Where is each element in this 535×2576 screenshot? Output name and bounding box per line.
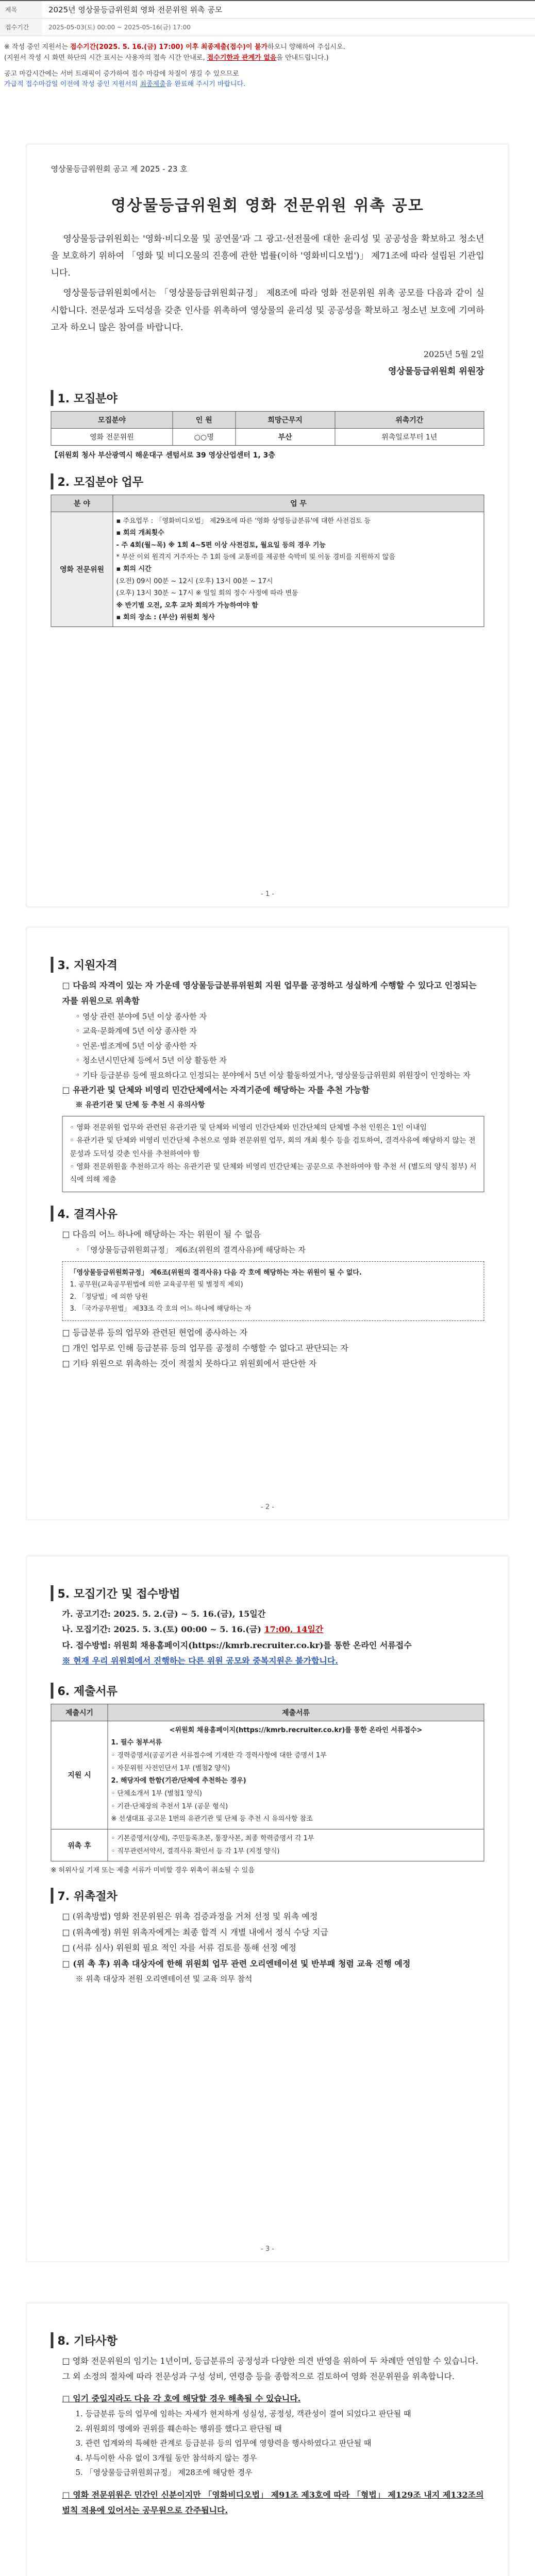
list-item: □ (위 촉 후) 위촉 대상자에 한해 위원회 업무 관련 오리엔테이션 및 반부패 청렴 교육 진행 예정 <box>62 1958 411 1969</box>
list-item: 5. 「영상물등급위원회규정」 제28조에 해당한 경우 <box>75 2468 253 2478</box>
announcement-number: 영상물등급위원회 공고 제 2025 - 23 호 <box>51 164 188 174</box>
duty-table <box>51 495 484 628</box>
list-item: 2. 위원회의 명예와 권위를 훼손하는 행위를 했다고 판단될 때 <box>75 2424 282 2433</box>
list-item: 1. 등급분류 등의 업무에 임하는 자세가 현저하게 성실성, 공정성, 객관성이 결여 되었다고 판단될 때 <box>75 2409 411 2419</box>
notice-line-2: (지원서 작성 시 화면 하단의 시간 표시는 사용자의 접속 시간 안내로, 접수기한과 관계가 없음을 안내드립니다.) <box>4 54 329 62</box>
post-title: 2025년 영상물등급위원회 영화 전문위원 위촉 공모 <box>48 5 223 14</box>
table-row: 영화 전문위원 ○○명 부산 위촉일로부터 1년 <box>51 428 484 445</box>
public-official-note: □ 영화 전문위원은 민간인 신분이지만 「영화비디오법」 제91조 제3호에 따라 「형법」 제129조 내지 제132조의 벌칙 적용에 있어서는 공무원으로 간주됩니다. <box>62 2489 484 2516</box>
table-row: 영화 전문위원 ▪ 주요업무 : 「영화비디오법」 제29조에 따른 '영화 상영등급분류'에 대한 사전검토 등 ▪ 회의 개최횟수 - 주 4회(월~목) ※ 1회 4~5편 이상 사전검토, 월요일 등의 경우 기능 * 부산 이외 원격지 거주자는 주 1회 등에 교통비를 제공한 숙박비 및 이동 경비를 지원하지 않음 ▪ 회의 시간 (오전) 09시 00분 ~ 12시 (오후) 13시 00분 ~ 17시 (오후) 13시 30분 ~ 17시 ※ 일일 회의 정수 사정에 따라 변동 ※ 반기별 오전, 오후 교차 회의가 가능하여야 함 ▪ 회의 장소 : (부산) 위원회 청사 <box>51 512 484 627</box>
documents-table <box>51 1704 484 1862</box>
section-3-title: 3. 지원자격 <box>51 957 484 973</box>
period-key: 접수기간 <box>0 19 42 36</box>
list-item: ◦ 청소년시민단체 등에서 5년 이상 활동한 자 <box>75 1056 227 1065</box>
term-note: □ 영화 전문위원의 임기는 1년이며, 등급분류의 공정성과 다양한 의견 반영을 위하여 두 차례만 연임할 수 있습니다. 그 외 소정의 절차에 따라 전문성과 구성 성비, 연령층 등을 종합적으로 검토하여 영화 전문위원을 위촉합니다. <box>62 2356 478 2382</box>
page-number-2: - 2 - <box>261 1503 274 1511</box>
notice-line-3: 공고 마감시간에는 서버 트래픽이 증가하여 접수 마감에 차질이 생길 수 있으므로 <box>4 70 239 78</box>
list-item: ◦ 기타 등급분류 등에 필요하다고 인정되는 분야에서 5년 이상 활동하였거나, 영상물등급위원회 위원장이 인정하는 자 <box>75 1070 471 1080</box>
section-8-title: 8. 기타사항 <box>51 2332 484 2348</box>
intro-paragraph-1: 영상물등급위원회는 '영화·비디오물 및 공연물'과 그 광고·선전물에 대한 윤리성 및 공공성을 확보하고 청소년을 보호하기 위하여 「영화 및 비디오물의 진흥에 관한 법률(이하 '영화비디오법')」 제71조에 따라 설립된 기관입니다. <box>51 234 484 279</box>
recommendation-caution-title: ※ 유관기관 및 단체 등 추천 시 유의사항 <box>75 1100 205 1109</box>
doc-page-4 <box>27 2303 509 2576</box>
duty-list: ▪ 주요업무 : 「영화비디오법」 제29조에 따른 '영화 상영등급분류'에 대한 사전검토 등 ▪ 회의 개최횟수 - 주 4회(월~목) ※ 1회 4~5편 이상 사전검토, 월요일 등의 경우 기능 * 부산 이외 원격지 거주자는 주 1회 등에 교통비를 제공한 숙박비 및 이동 경비를 지원하지 않음 ▪ 회의 시간 (오전) 09시 00분 ~ 12시 (오후) 13시 00분 ~ 17시 (오후) 13시 30분 ~ 17시 ※ 일일 회의 정수 사정에 따라 변동 ※ 반기별 오전, 오후 교차 회의가 가능하여야 함 ▪ 회의 장소 : (부산) 위원회 청사 <box>113 512 484 627</box>
announcement-period: 가. 공고기간: 2025. 5. 2.(금) ~ 5. 16.(금), 15일간 <box>62 1609 266 1619</box>
title-key: 제목 <box>0 1 42 18</box>
recruitment-period: 나. 모집기간: 2025. 5. 3.(토) 00:00 ~ 5. 16.(금) 17:00, 14일간 <box>62 1624 324 1635</box>
section-6-title: 6. 제출서류 <box>51 1683 484 1699</box>
post-info-table <box>0 0 535 36</box>
section-7-title: 7. 위촉절차 <box>51 1888 484 1904</box>
disqualification-intro: □ 다음의 어느 하나에 해당하는 자는 위원이 될 수 없음 <box>62 1229 261 1240</box>
section-2-title: 2. 모집분야 업무 <box>51 473 484 489</box>
duplicate-application-note: ※ 현재 우리 위원회에서 진행하는 다른 위원 공모와 중복지원은 불가합니다. <box>62 1656 338 1666</box>
table-header-row: 분 야 업 무 <box>51 495 484 512</box>
office-location-note: 【위원회 청사 부산광역시 해운대구 센텀서로 39 영상산업센터 1, 3층 <box>51 451 275 460</box>
list-item: 3. 관련 업계와의 특혜한 관계로 등급분류 등의 업무에 영향력을 행사하였다고 판단될 때 <box>75 2438 372 2448</box>
post-period: 2025-05-03(토) 00:00 ~ 2025-05-16(금) 17:00 <box>48 24 191 31</box>
page-number-1: - 1 - <box>261 890 274 898</box>
list-item: ◦ 교육·문화계에 5년 이상 종사한 자 <box>75 1026 197 1036</box>
table-header-row: 모집분야 인 원 희망근무지 위촉기간 <box>51 411 484 428</box>
notice-line-4: 가급적 접수마감일 이전에 작성 중인 지원서의 최종제출을 완료해 주시기 바랍니다. <box>4 80 246 89</box>
list-item: □ (서류 심사) 위원회 필요 적인 자를 서류 검토를 통해 선정 예정 <box>62 1943 296 1953</box>
intro-paragraph-2: 영상물등급위원회에서는 「영상물등급위원회규정」 제8조에 따라 영화 전문위원 위촉 공모를 다음과 같이 실시합니다. 전문성과 도덕성을 갖춘 인사를 위촉하여 영상물의 윤리성 및 공공성을 확보하고 청소년 보호에 기여하고자 하오니 많은 참여를 바랍니다. <box>51 288 484 333</box>
list-item: □ 등급분류 등의 업무와 관련된 현업에 종사하는 자 <box>62 1327 248 1337</box>
disqualification-sub: ◦ 「영상물등급위원회규정」 제6조(위원의 결격사유)에 해당하는 자 <box>75 1245 306 1255</box>
doc-page-3 <box>27 1556 509 2262</box>
application-method: 다. 접수방법: 위원회 채용홈페이지(https://kmrb.recruiter.co.kr)를 통한 온라인 서류접수 <box>62 1640 412 1650</box>
notice-line-1: ※ 작성 중인 지원서는 접수기간(2025. 5. 16.(금) 17:00) 이후 최종제출(접수)이 불가하오니 양해하여 주십시오. <box>4 43 345 51</box>
section-1-title: 1. 모집분야 <box>51 390 484 406</box>
doc-page-2 <box>27 927 509 1520</box>
list-item: ◦ 영상 관련 분야에 5년 이상 종사한 자 <box>75 1011 207 1021</box>
list-item: 4. 부득이한 사유 없이 3개월 동안 참석하지 않는 경우 <box>75 2453 257 2463</box>
orientation-note: ※ 위촉 대상자 전원 오리엔테이션 및 교육 의무 참석 <box>75 1974 253 1984</box>
recommendation-caution-box: ◦ 영화 전문위원 업무와 관련된 유관기관 및 단체와 비영리 민간단체와 민간단체의 단체별 추천 인원은 1인 이내임 ◦ 유관기관 및 단체와 비영리 민간단체 추천으로 영화 전문위원 업무, 회의 개최 횟수 등을 검토하여, 결격사유에 해당하지 않는 전문성과 도덕성 갖춘 인사를 추천하여야 함 ◦ 영화 전문위원을 추천하고자 하는 유관기관 및 단체와 비영리 민간단체는 공문으로 추천하여야 함 추천 서 (별도의 양식 첨부) 서식에 의해 제출 <box>62 1116 484 1192</box>
doc-page-1 <box>27 144 509 907</box>
announcement-title: 영상물등급위원회 영화 전문위원 위촉 공모 <box>111 197 424 215</box>
recommendation-note: □ 유관기관 및 단체와 비영리 민간단체에서는 자격기준에 해당하는 자를 추천 가능함 <box>62 1085 370 1095</box>
list-item: □ (위촉예정) 위원 위촉자에게는 최종 합격 시 개별 내에서 정식 수당 지급 <box>62 1927 328 1937</box>
section-4-title: 4. 결격사유 <box>51 1206 484 1222</box>
table-row: 위촉 후 ◦ 기본증명서(상세), 주민등록초본, 통장사본, 최종 학력증명서 각 1부 ◦ 직무관련서약서, 결격사유 확인서 등 각 1부 (지정 양식) <box>51 1829 484 1861</box>
section-5-title: 5. 모집기간 및 접수방법 <box>51 1585 484 1601</box>
period-row <box>0 19 535 36</box>
page-number-3: - 3 - <box>261 2245 274 2253</box>
title-row <box>0 1 535 19</box>
announcement-signature: 영상물등급위원회 위원장 <box>388 366 484 377</box>
submission-notice <box>0 36 535 92</box>
documents-table-note: ※ 허위사실 기재 또는 제출 서류가 미비할 경우 위촉이 취소될 수 있음 <box>51 1867 255 1875</box>
qualification-intro: □ 다음의 자격이 있는 자 가운데 영상물등급분류위원회 지원 업무를 공정하고 성실하게 수행할 수 있다고 인정되는 자를 위원으로 위촉함 <box>62 980 477 1006</box>
list-item: □ 개인 업무로 인해 등급분류 등의 업무를 공정히 수행할 수 없다고 판단되는 자 <box>62 1343 348 1353</box>
table-header-row: 제출시기 제출서류 <box>51 1704 484 1721</box>
dismissal-intro: □ 임기 중일지라도 다음 각 호에 해당할 경우 해촉될 수 있습니다. <box>62 2393 301 2403</box>
list-item: □ 기타 위원으로 위촉하는 것이 적절치 못하다고 위원회에서 판단한 자 <box>62 1359 317 1369</box>
list-item: ◦ 언론·법조계에 5년 이상 종사한 자 <box>75 1041 197 1050</box>
table-row: 지원 시 <위원회 채용홈페이지(https://kmrb.recruiter.co.kr)를 통한 온라인 서류접수> 1. 필수 첨부서류 ◦ 경력증명서(공공기관 서류접수에 기재한 각 경력사항에 대한 증명서 1부 ◦ 자문위원 사전인단서 1부 (별첨2 양식) 2. 해당자에 한함(기관/단체에 추천하는 경우) ◦ 단체소개서 1부 (별첨1 양식) ◦ 기관·단체장의 추천서 1부 (공문 형식) ※ 선생대표 공고문 1번의 유관기관 및 단체 등 추천 시 유의사항 참조 <box>51 1721 484 1829</box>
regulation-quote-box: 「영상물등급위원회규정」 제6조(위원의 결격사유) 다음 각 호에 해당하는 자는 위원이 될 수 없다. 1. 공무원(교육공무원법에 의한 교육공무원 및 별정직 제외) 2. 「정당법」에 의한 당원 3. 「국가공무원법」 제33조 각 호의 어느 하나에 해당하는 자 <box>62 1261 484 1321</box>
recruit-field-table <box>51 411 484 446</box>
announcement-date: 2025년 5월 2일 <box>423 349 484 359</box>
list-item: □ (위촉방법) 영화 전문위원은 위촉 검증과정을 거쳐 선정 및 위촉 예정 <box>62 1911 318 1922</box>
